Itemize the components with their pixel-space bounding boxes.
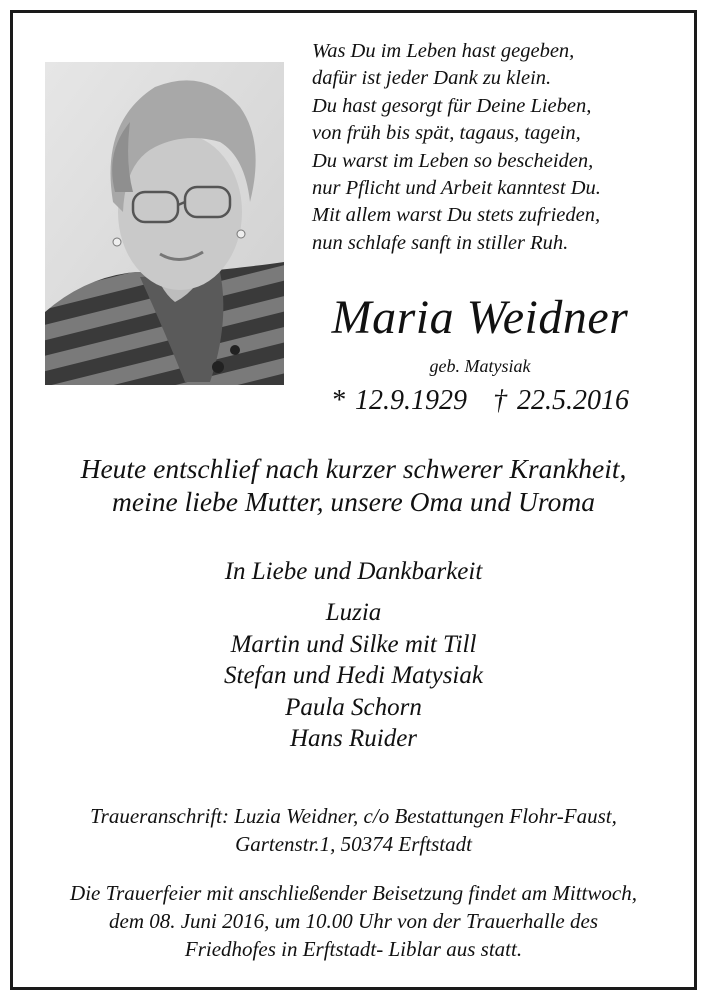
service-line: Friedhofes in Erftstadt- Liblar aus statt. xyxy=(184,937,523,961)
portrait-illustration xyxy=(45,62,284,385)
mourner-name: Paula Schorn xyxy=(285,693,422,721)
mourner-name: Hans Ruider xyxy=(289,725,418,752)
poem-line: nur Pflicht und Arbeit kanntest Du. xyxy=(312,177,601,200)
announcement-line: meine liebe Mutter, unsere Oma und Uroma xyxy=(112,486,595,517)
poem-line: Du hast gesorgt für Deine Lieben, xyxy=(312,94,592,117)
life-dates xyxy=(300,385,660,417)
funeral-service-info xyxy=(20,879,687,963)
poem-line: Was Du im Leben hast gegeben, xyxy=(312,40,575,62)
mourners-list xyxy=(20,597,687,755)
death-date: † 22.5.2016 xyxy=(493,385,629,416)
mourner-name: Martin und Silke mit Till xyxy=(230,630,477,658)
birth-date: * 12.9.1929 xyxy=(331,385,467,416)
poem-line: dafür ist jeder Dank zu klein. xyxy=(312,67,552,90)
poem-line: Du warst im Leben so bescheiden, xyxy=(312,149,594,172)
mourner-name: Luzia xyxy=(325,599,382,626)
poem-line: Mit allem warst Du stets zufrieden, xyxy=(312,204,601,227)
memorial-poem xyxy=(312,38,652,257)
address-line: Traueranschrift: Luzia Weidner, c/o Bestattungen Flohr-Faust, xyxy=(90,804,617,828)
poem-line: nun schlafe sanft in stiller Ruh. xyxy=(312,231,569,254)
mourning-address xyxy=(20,802,687,858)
signoff: In Liebe und Dankbarkeit xyxy=(224,558,483,585)
service-line: Die Trauerfeier mit anschließender Beisetzung findet am Mittwoch, xyxy=(70,881,637,905)
announcement-text xyxy=(20,452,687,518)
deceased-name: Maria Weidner xyxy=(331,291,629,344)
service-line: dem 08. Juni 2016, um 10.00 Uhr von der Trauerhalle des xyxy=(109,909,598,933)
announcement-line: Heute entschlief nach kurzer schwerer Krankheit, xyxy=(80,453,627,484)
portrait-photo xyxy=(45,62,284,385)
maiden-name: geb. Matysiak xyxy=(429,356,531,376)
mourner-name: Stefan und Hedi Matysiak xyxy=(224,662,483,689)
poem-line: von früh bis spät, tagaus, tagein, xyxy=(312,122,581,145)
address-line: Gartenstr.1, 50374 Erftstadt xyxy=(235,832,472,856)
